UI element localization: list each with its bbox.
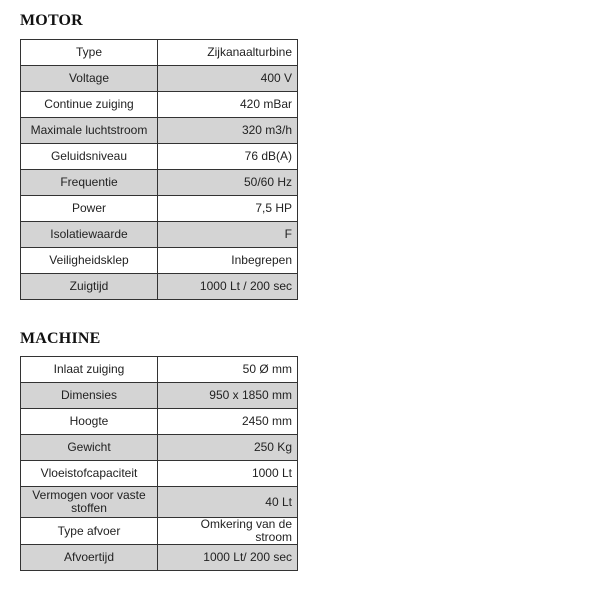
- spec-value: Zijkanaalturbine: [158, 40, 298, 66]
- spec-row-continuous-suction: [21, 92, 298, 118]
- spec-label: Gewicht: [21, 435, 158, 461]
- spec-label: Geluidsniveau: [21, 144, 158, 170]
- spec-label: Type: [21, 40, 158, 66]
- spec-value: 50 Ø mm: [158, 357, 298, 383]
- spec-label: Inlaat zuiging: [21, 357, 158, 383]
- spec-value: 2450 mm: [158, 409, 298, 435]
- spec-row-voltage: [21, 66, 298, 92]
- spec-row-solids-capacity: [21, 487, 298, 518]
- spec-value: 250 Kg: [158, 435, 298, 461]
- machine-spec-table: [20, 356, 298, 571]
- spec-label: Isolatiewaarde: [21, 222, 158, 248]
- spec-label: Continue zuiging: [21, 92, 158, 118]
- spec-row-frequency: [21, 170, 298, 196]
- spec-label: Type afvoer: [21, 518, 158, 545]
- spec-value: F: [158, 222, 298, 248]
- spec-label: Vermogen voor vaste stoffen: [21, 487, 158, 518]
- spec-row-type: [21, 40, 298, 66]
- machine-section-title: MACHINE: [20, 330, 101, 347]
- spec-row-liquid-capacity: [21, 461, 298, 487]
- spec-row-height: [21, 409, 298, 435]
- spec-label: Maximale luchtstroom: [21, 118, 158, 144]
- spec-value: Omkering van de stroom: [158, 518, 298, 545]
- spec-value: 320 m3/h: [158, 118, 298, 144]
- motor-section-title: MOTOR: [20, 12, 83, 29]
- spec-label: Afvoertijd: [21, 545, 158, 571]
- spec-value: 1000 Lt / 200 sec: [158, 274, 298, 300]
- spec-label: Zuigtijd: [21, 274, 158, 300]
- spec-label: Voltage: [21, 66, 158, 92]
- spec-value: 950 x 1850 mm: [158, 383, 298, 409]
- spec-row-max-airflow: [21, 118, 298, 144]
- spec-value: 1000 Lt/ 200 sec: [158, 545, 298, 571]
- spec-row-safety-valve: [21, 248, 298, 274]
- spec-value: 76 dB(A): [158, 144, 298, 170]
- spec-value: 400 V: [158, 66, 298, 92]
- spec-value: 7,5 HP: [158, 196, 298, 222]
- spec-value: Inbegrepen: [158, 248, 298, 274]
- spec-label: Veiligheidsklep: [21, 248, 158, 274]
- spec-value: 1000 Lt: [158, 461, 298, 487]
- spec-label: Dimensies: [21, 383, 158, 409]
- spec-row-discharge-time: [21, 545, 298, 571]
- spec-row-suction-time: [21, 274, 298, 300]
- spec-row-dimensions: [21, 383, 298, 409]
- spec-label: Hoogte: [21, 409, 158, 435]
- spec-value: 420 mBar: [158, 92, 298, 118]
- motor-spec-table: [20, 39, 298, 300]
- spec-row-weight: [21, 435, 298, 461]
- spec-label: Frequentie: [21, 170, 158, 196]
- spec-value: 40 Lt: [158, 487, 298, 518]
- spec-label: Vloeistofcapaciteit: [21, 461, 158, 487]
- spec-row-insulation: [21, 222, 298, 248]
- spec-label: Power: [21, 196, 158, 222]
- spec-row-power: [21, 196, 298, 222]
- spec-value: 50/60 Hz: [158, 170, 298, 196]
- spec-row-discharge-type: [21, 518, 298, 545]
- spec-row-noise-level: [21, 144, 298, 170]
- spec-row-inlet: [21, 357, 298, 383]
